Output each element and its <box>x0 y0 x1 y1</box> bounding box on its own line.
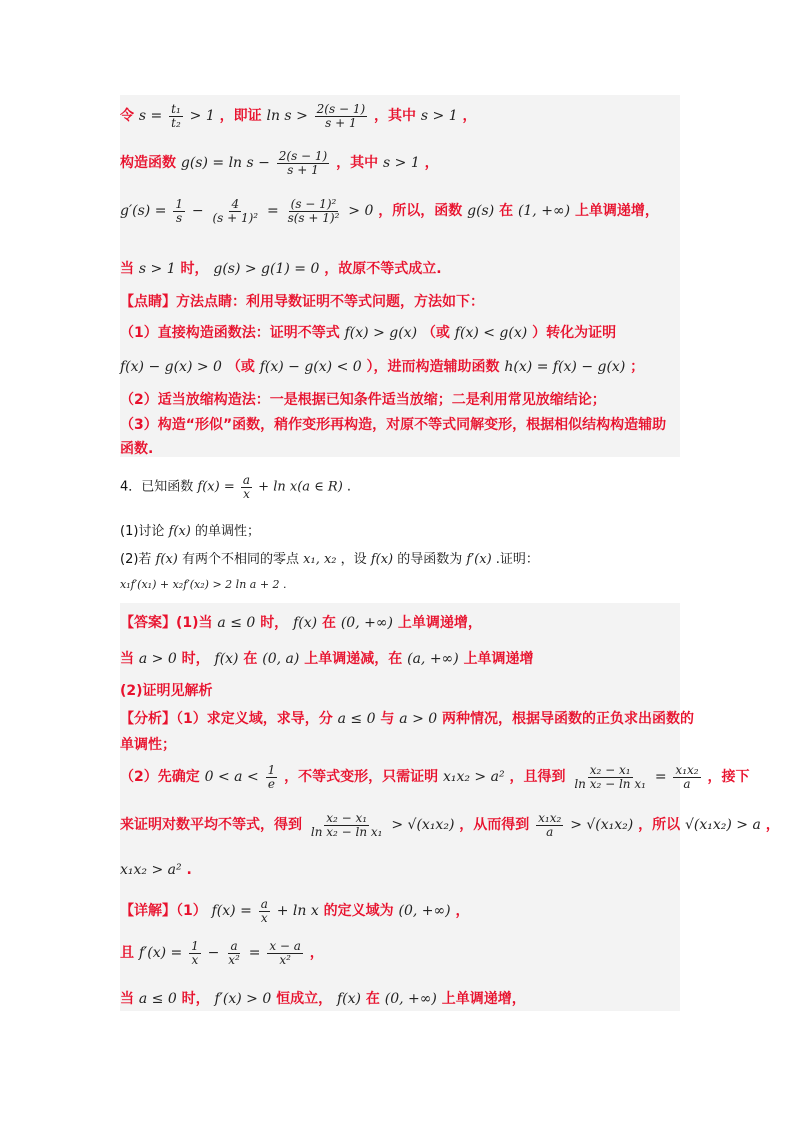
text: 上单调递增 <box>463 651 534 667</box>
math: f(x) − g(x) > 0 <box>120 359 222 375</box>
line-method-1 <box>120 322 680 342</box>
math: > √(x₁x₂) <box>570 817 634 834</box>
math: − <box>191 203 204 220</box>
text: ， <box>424 155 439 172</box>
math: > 1 <box>189 108 215 125</box>
line-tip-heading <box>120 291 680 311</box>
answer-line-1 <box>120 612 680 632</box>
text: 当 <box>120 261 134 277</box>
text: ，故原不等式成立. <box>324 261 442 277</box>
numerator: x₂ − x₁ <box>326 811 368 825</box>
fraction <box>259 898 270 924</box>
numerator: 1 <box>267 763 276 777</box>
fraction <box>241 474 252 500</box>
numerator: a <box>242 473 251 487</box>
math: + ln x(a ∈ R) <box>258 479 343 495</box>
text: （1）直接构造函数法：证明不等式 <box>120 325 340 341</box>
analysis-line-2 <box>120 734 680 754</box>
text: .证明： <box>495 552 539 567</box>
text: 的单调性； <box>195 524 261 539</box>
line-method-3 <box>120 414 680 434</box>
math: f(x) <box>293 615 318 631</box>
text: 上单调递减，在 <box>304 651 403 667</box>
fraction <box>315 103 367 129</box>
question-4-part-1 <box>120 520 680 539</box>
text: 的定义域为 <box>323 903 394 920</box>
line-method-1-cont <box>120 356 680 376</box>
math: f(x) <box>155 552 178 567</box>
line-method-3-cont <box>120 438 680 458</box>
text: 的导函数为 <box>397 552 463 567</box>
math: x₁f′(x₁) + x₂f′(x₂) > 2 ln a + 2 <box>120 578 280 591</box>
text: 上单调递增， <box>441 991 526 1007</box>
numerator: 2(s − 1) <box>278 149 328 163</box>
numerator: x₂ − x₁ <box>589 763 631 777</box>
text: ， <box>309 945 324 962</box>
line-method-2 <box>120 389 680 409</box>
text: 【点睛】方法点睛：利用导数证明不等式问题，方法如下： <box>120 294 484 310</box>
denominator: x <box>243 486 250 501</box>
denominator: x <box>191 952 199 967</box>
math: ln s > <box>266 108 308 125</box>
math: f(x) − g(x) < 0 <box>259 359 362 375</box>
text: ， <box>765 817 780 834</box>
text: ，其中 <box>336 155 379 172</box>
denominator: x² <box>228 952 240 967</box>
text: 上单调递增， <box>574 203 659 220</box>
math: x₁x₂ > a² <box>442 769 505 786</box>
math: f(x) <box>168 524 191 539</box>
math: (0, +∞) <box>384 991 437 1007</box>
fraction <box>266 764 278 790</box>
fraction <box>673 764 700 790</box>
fraction <box>536 812 563 838</box>
math: > √(x₁x₂) <box>391 817 455 834</box>
text: ， <box>462 108 477 125</box>
math: a > 0 <box>399 711 438 727</box>
math: a ≤ 0 <box>217 615 256 631</box>
denominator: s + 1 <box>287 162 319 177</box>
denominator: ln x₂ − ln x₁ <box>574 776 646 791</box>
text: 在 <box>321 615 336 631</box>
text: ，所以，函数 <box>378 203 463 220</box>
math: = <box>248 945 261 962</box>
numerator: 4 <box>231 197 240 211</box>
text: ，从而得到 <box>459 817 530 834</box>
answer-line-3 <box>120 680 680 700</box>
fraction <box>210 198 260 224</box>
text: （2）先确定 <box>120 769 200 786</box>
math: = <box>654 769 667 786</box>
math: a ≤ 0 <box>337 711 376 727</box>
text: （2）适当放缩构造法：一是根据已知条件适当放缩；二是利用常见放缩结论； <box>120 392 606 408</box>
question-4-part-2 <box>120 548 680 567</box>
text: (2)证明见解析 <box>120 683 213 699</box>
text: . <box>186 862 192 878</box>
numerator: 2(s − 1) <box>316 102 366 116</box>
math: (0, +∞) <box>398 903 451 920</box>
math: = <box>266 203 279 220</box>
denominator: x² <box>279 952 291 967</box>
math: + ln x <box>276 903 319 920</box>
text: 来证明对数平均不等式，得到 <box>120 817 302 834</box>
text: 令 <box>120 108 134 125</box>
detail-line-2 <box>120 940 680 966</box>
fraction <box>309 812 385 838</box>
line-g-derivative <box>120 198 680 224</box>
text: ； <box>630 359 645 375</box>
denominator: ln x₂ − ln x₁ <box>310 824 383 839</box>
text: ，且得到 <box>509 769 566 786</box>
math: a > 0 <box>138 651 177 667</box>
math: f′(x) <box>466 552 492 567</box>
math: f(x) <box>370 552 394 567</box>
math: (0, a) <box>262 651 300 667</box>
math: f(x) = <box>211 903 252 920</box>
text: (1)讨论 <box>120 524 165 539</box>
math: g(s) <box>467 203 495 220</box>
text: 与 <box>380 711 395 727</box>
denominator: t₂ <box>171 115 181 130</box>
text: （或 <box>226 359 255 375</box>
fraction <box>267 940 303 966</box>
math: f(x) = <box>197 479 235 495</box>
math: − <box>207 945 220 962</box>
text: 单调性； <box>120 737 176 753</box>
text: 当 <box>120 991 134 1007</box>
text: 在 <box>243 651 258 667</box>
math: (a, +∞) <box>407 651 459 667</box>
numerator: 1 <box>175 197 183 211</box>
text: 【分析】（1）求定义域，求导，分 <box>120 711 333 727</box>
denominator: s + 1 <box>325 115 357 130</box>
text: 恒成立， <box>276 991 333 1007</box>
text: 构造函数 <box>120 155 176 172</box>
line-let-s <box>120 103 680 129</box>
text: 有两个不相同的零点 <box>182 552 300 567</box>
denominator: s <box>176 210 183 225</box>
denominator: s(s + 1)² <box>287 210 340 225</box>
answer-line-2 <box>120 648 680 668</box>
numerator: t₁ <box>171 102 181 116</box>
analysis-line-5 <box>120 862 680 878</box>
denominator: e <box>267 776 275 791</box>
math: x₁x₂ > a² <box>120 862 182 878</box>
text: (2)若 <box>120 552 152 567</box>
text: 在 <box>365 991 380 1007</box>
text: 当 <box>120 651 134 667</box>
denominator: (s + 1)² <box>212 210 259 225</box>
numerator: 1 <box>191 939 199 953</box>
text: . <box>346 479 352 495</box>
math: (1, +∞) <box>517 203 571 220</box>
fraction <box>189 940 201 966</box>
denominator: a <box>546 824 554 839</box>
text: ，即证 <box>219 108 262 125</box>
text: ，设 <box>340 552 367 567</box>
detail-line-3 <box>120 988 680 1008</box>
analysis-line-3 <box>120 763 750 791</box>
text: ，接下 <box>707 769 750 786</box>
math: x₁, x₂ <box>303 552 337 567</box>
text: 【答案】(1)当 <box>120 615 213 631</box>
math: h(x) = f(x) − g(x) <box>504 359 626 375</box>
line-conclusion <box>120 258 680 278</box>
numerator: x₁x₂ <box>538 811 562 825</box>
text: 时， <box>181 991 210 1007</box>
text: 4．已知函数 <box>120 479 194 495</box>
math: g(s) > g(1) = 0 <box>213 261 320 277</box>
math: g′(s) = <box>120 203 167 220</box>
text: . <box>283 578 287 591</box>
fraction <box>277 150 329 176</box>
text: 两种情况，根据导函数的正负求出函数的 <box>442 711 695 727</box>
text: 时， <box>260 615 289 631</box>
question-4-stem <box>120 474 680 500</box>
fraction <box>173 198 185 224</box>
text: ），进而构造辅助函数 <box>366 359 500 375</box>
text: ）转化为证明 <box>532 325 617 341</box>
math: s > 1 <box>420 108 458 125</box>
text: 时， <box>180 261 209 277</box>
fraction <box>226 940 242 966</box>
math: a ≤ 0 <box>138 991 177 1007</box>
numerator: x − a <box>269 939 301 953</box>
analysis-line-4 <box>120 811 780 839</box>
question-4-inequality <box>120 578 680 591</box>
line-construct-g <box>120 150 680 176</box>
text: （或 <box>421 325 450 341</box>
numerator: (s − 1)² <box>290 197 337 211</box>
numerator: a <box>260 897 268 911</box>
math: 0 < a < <box>204 769 259 786</box>
math: > 0 <box>348 203 374 220</box>
text: ，其中 <box>374 108 417 125</box>
text: （3）构造“形似”函数，稍作变形再构造，对原不等式同解变形，根据相似结构构造辅助 <box>120 417 667 433</box>
text: ，所以 <box>638 817 681 834</box>
fraction <box>572 764 648 790</box>
numerator: x₁x₂ <box>675 763 699 777</box>
denominator: a <box>683 776 691 791</box>
math: f(x) > g(x) <box>344 325 418 341</box>
math: f(x) <box>214 651 239 667</box>
math: s = <box>138 108 163 125</box>
math: f′(x) = <box>138 945 183 962</box>
text: 在 <box>499 203 514 220</box>
text: ， <box>455 903 470 920</box>
detail-line-1 <box>120 898 680 924</box>
analysis-line-1 <box>120 708 695 728</box>
math: f(x) < g(x) <box>454 325 528 341</box>
text: 时， <box>181 651 210 667</box>
text: ，不等式变形，只需证明 <box>284 769 439 786</box>
text: 且 <box>120 945 134 962</box>
math: s > 1 <box>383 155 420 172</box>
text: 【详解】（1） <box>120 903 207 920</box>
numerator: a <box>230 939 238 953</box>
fraction <box>169 103 183 129</box>
math: f(x) <box>336 991 361 1007</box>
text: 函数. <box>120 441 154 457</box>
math: (0, +∞) <box>340 615 393 631</box>
math: s > 1 <box>138 261 176 277</box>
math: f′(x) > 0 <box>214 991 272 1007</box>
fraction <box>286 198 342 224</box>
math: √(x₁x₂) > a <box>684 817 761 834</box>
math: g(s) = ln s − <box>180 155 270 172</box>
text: 上单调递增， <box>397 615 482 631</box>
denominator: x <box>260 910 268 925</box>
